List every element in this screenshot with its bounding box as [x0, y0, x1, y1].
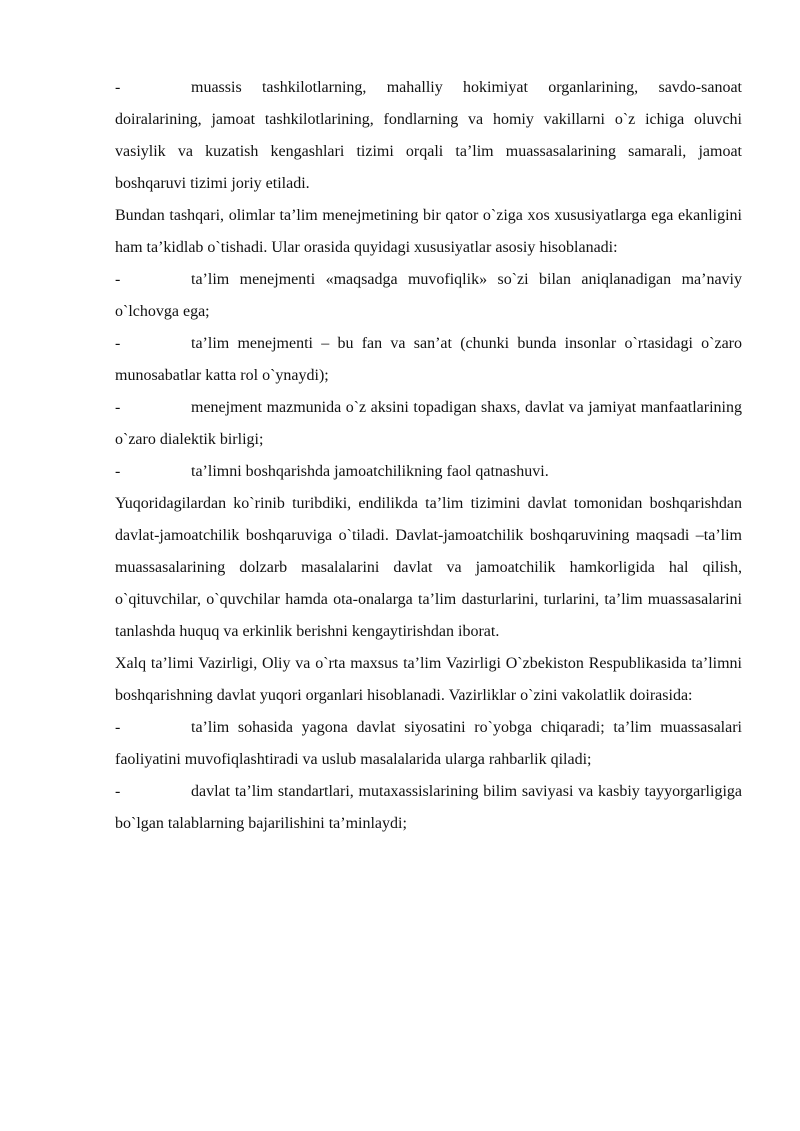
list-item	[115, 776, 742, 840]
list-item-text: davlat ta’lim standartlari, mutaxassislarining bilim saviyasi va kasbiy tayyorgarligiga bo`lgan talablarning bajarilishini ta’minlaydi;	[115, 783, 742, 832]
document-page	[115, 72, 742, 840]
list-item-text: ta’lim sohasida yagona davlat siyosatini ro`yobga chiqaradi; ta’lim muassasalari faoliyatini muvofiqlashtiradi va uslub masalalarida ularga rahbarlik qiladi;	[115, 719, 742, 768]
paragraph: Bundan tashqari, olimlar ta’lim menejmetining bir qator o`ziga xos xususiyatlarga ega ekanligini ham ta’kidlab o`tishadi. Ular orasida quyidagi xususiyatlar asosiy hisoblanadi:	[115, 207, 742, 256]
list-item	[115, 264, 742, 328]
list-item	[115, 328, 742, 392]
paragraph: Xalq ta’limi Vazirligi, Oliy va o`rta maxsus ta’lim Vazirligi O`zbekiston Respublikasida ta’limni boshqarishning davlat yuqori organlari hisoblanadi. Vazirliklar o`zini vakolatlik doirasida:	[115, 655, 742, 704]
list-item-text: ta’limni boshqarishda jamoatchilikning faol qatnashuvi.	[191, 463, 549, 480]
list-item-text: menejment mazmunida o`z aksini topadigan shaxs, davlat va jamiyat manfaatlarining o`zaro dialektik birligi;	[115, 399, 742, 448]
list-item-text: ta’lim menejmenti – bu fan va san’at (chunki bunda insonlar o`rtasidagi o`zaro munosabatlar katta rol o`ynaydi);	[115, 335, 742, 384]
list-item	[115, 72, 742, 200]
list-dash: -	[115, 719, 121, 736]
list-item	[115, 712, 742, 776]
paragraph: Yuqoridagilardan ko`rinib turibdiki, endilikda ta’lim tizimini davlat tomonidan boshqarishdan davlat-jamoatchilik boshqaruviga o`tiladi. Davlat-jamoatchilik boshqaruvining maqsadi –ta’lim muassasalarining dolzarb masalalarini davlat va jamoatchilik hamkorligida hal qilish, o`qituvchilar, o`quvchilar hamda ota-onalarga ta’lim dasturlarini, turlarini, ta’lim muassasalarini tanlashda huquq va erkinlik berishni kengaytirishdan iborat.	[115, 495, 742, 640]
list-dash: -	[115, 271, 121, 288]
list-dash: -	[115, 463, 121, 480]
list-dash: -	[115, 783, 121, 800]
list-dash: -	[115, 399, 121, 416]
list-item	[115, 392, 742, 456]
list-dash: -	[115, 335, 121, 352]
list-item	[115, 456, 742, 488]
list-dash: -	[115, 79, 121, 96]
list-item-text: ta’lim menejmenti «maqsadga muvofiqlik» so`zi bilan aniqlanadigan ma’naviy o`lchovga ega;	[115, 271, 742, 320]
list-item-text: muassis tashkilotlarning, mahalliy hokimiyat organlarining, savdo-sanoat doiralarining, jamoat tashkilotlarining, fondlarning va homiy vakillarni o`z ichiga oluvchi vasiylik va kuzatish kengashlari tizimi orqali ta’lim muassasalarining samarali, jamoat boshqaruvi tizimi joriy etiladi.	[115, 79, 742, 192]
